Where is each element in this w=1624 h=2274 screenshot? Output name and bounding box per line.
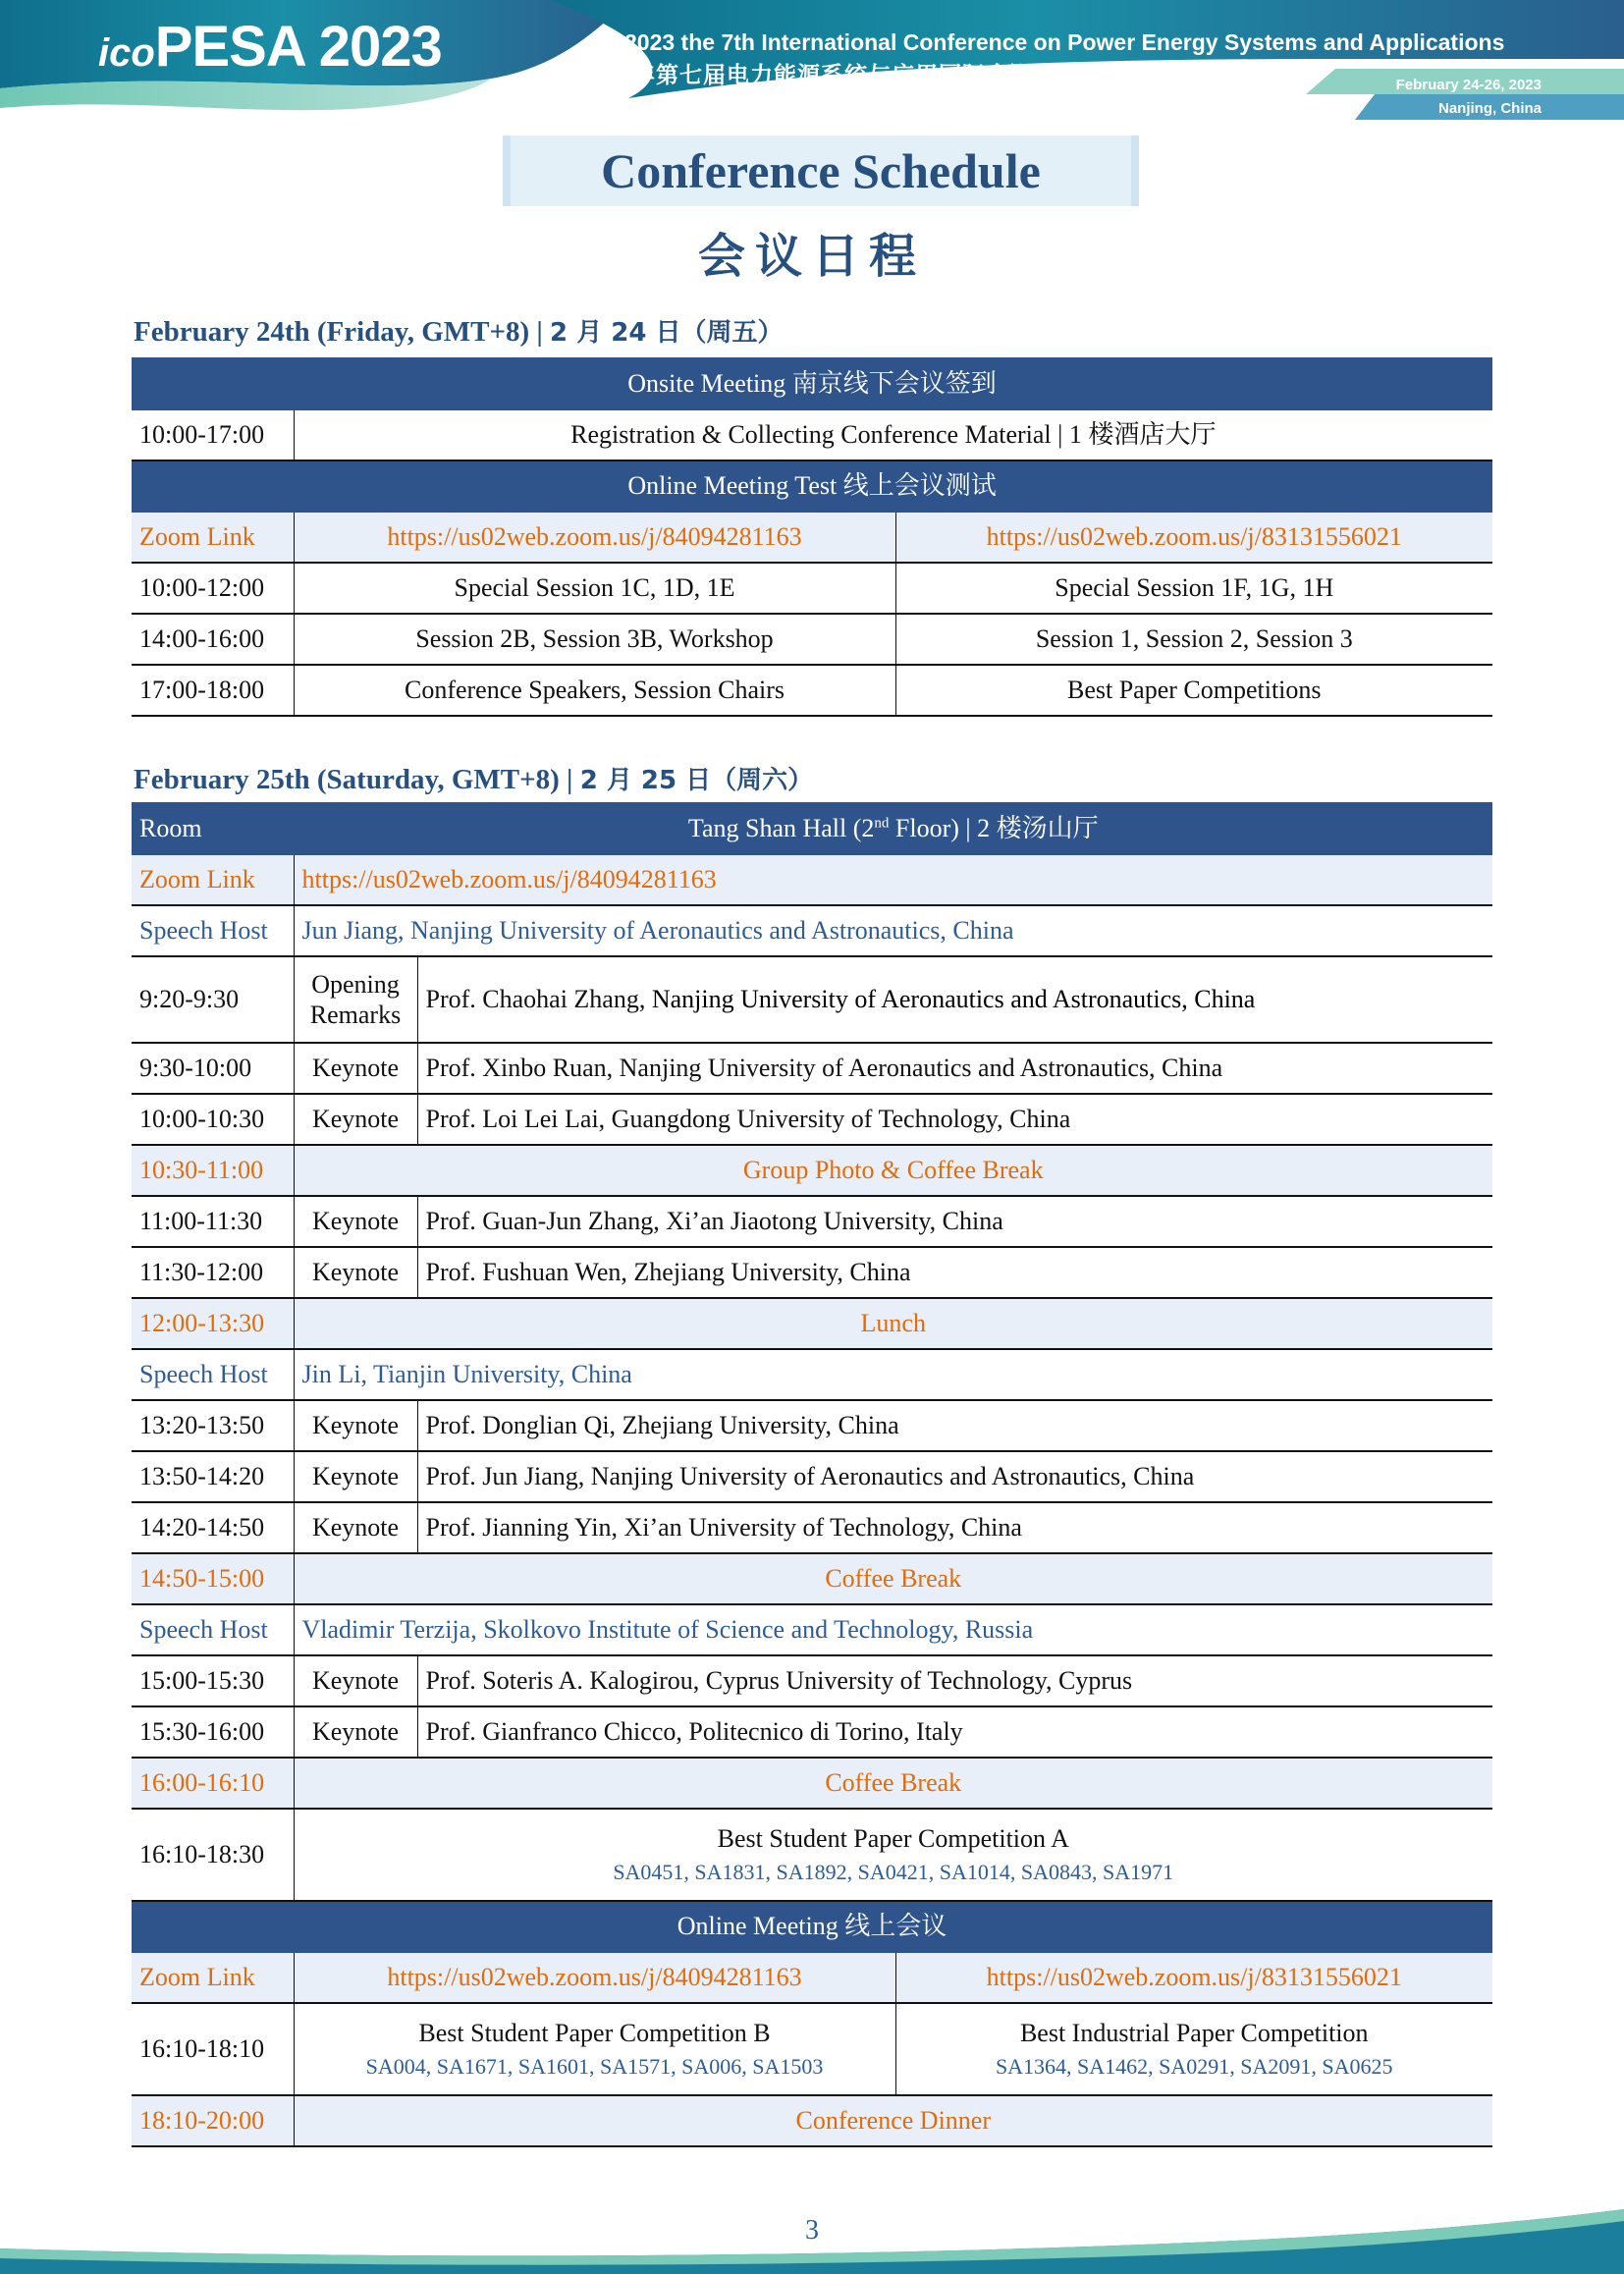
table-row xyxy=(132,1655,1492,1706)
zoom-link-a[interactable]: https://us02web.zoom.us/j/84094281163 xyxy=(294,1952,895,2003)
activity-cell: Registration & Collecting Conference Material | 1 楼酒店大厅 xyxy=(294,409,1492,460)
break-row xyxy=(132,1145,1492,1196)
speech-host-row xyxy=(132,1349,1492,1400)
conference-logo: icoPESA 2023 xyxy=(98,15,442,79)
break-label: Coffee Break xyxy=(294,1758,1492,1809)
break-label: Lunch xyxy=(294,1298,1492,1349)
time-cell: 16:00-16:10 xyxy=(132,1758,294,1809)
time-cell: 17:00-18:00 xyxy=(132,665,294,716)
zoom-link-row xyxy=(132,512,1492,563)
competition-cell xyxy=(294,1809,1492,1901)
zoom-link-b[interactable]: https://us02web.zoom.us/j/83131556021 xyxy=(895,512,1492,563)
time-cell: 15:30-16:00 xyxy=(132,1706,294,1758)
paper-ids: SA1364, SA1462, SA0291, SA2091, SA0625 xyxy=(995,2054,1393,2080)
table-row xyxy=(132,1247,1492,1298)
table-row xyxy=(132,614,1492,665)
time-cell: 13:20-13:50 xyxy=(132,1400,294,1451)
time-cell: 16:10-18:30 xyxy=(132,1809,294,1901)
type-cell: Keynote xyxy=(294,1655,417,1706)
time-cell: 9:30-10:00 xyxy=(132,1043,294,1094)
speaker-cell: Prof. Soteris A. Kalogirou, Cyprus University of Technology, Cyprus xyxy=(417,1655,1492,1706)
day2-schedule-table xyxy=(132,802,1492,2147)
competition-row xyxy=(132,2003,1492,2095)
speech-host-row xyxy=(132,1604,1492,1655)
day1-heading: February 24th (Friday, GMT+8) | 2 月 24 日（周五） xyxy=(134,316,784,348)
speech-host-label: Speech Host xyxy=(132,905,294,956)
session-cell: Special Session 1F, 1G, 1H xyxy=(895,563,1492,614)
online-header-row xyxy=(132,1901,1492,1952)
onsite-meeting-title: Onsite Meeting 南京线下会议签到 xyxy=(132,358,1492,409)
day2-heading: February 25th (Saturday, GMT+8) | 2 月 25 日（周六） xyxy=(134,764,814,795)
page-title: Conference Schedule xyxy=(601,143,1041,198)
time-cell: 15:00-15:30 xyxy=(132,1655,294,1706)
time-cell: 13:50-14:20 xyxy=(132,1451,294,1502)
dinner-label: Conference Dinner xyxy=(294,2095,1492,2146)
competition-title: Best Student Paper Competition B xyxy=(418,2019,771,2048)
speaker-cell: Prof. Loi Lei Lai, Guangdong University of Technology, China xyxy=(417,1094,1492,1145)
time-cell: 10:30-11:00 xyxy=(132,1145,294,1196)
online-meeting-title: Online Meeting 线上会议 xyxy=(132,1901,1492,1952)
break-label: Coffee Break xyxy=(294,1553,1492,1604)
time-cell: 14:20-14:50 xyxy=(132,1502,294,1553)
conference-location: Nanjing, China xyxy=(1438,100,1542,117)
conference-dates: February 24-26, 2023 xyxy=(1395,77,1542,93)
speech-host-label: Speech Host xyxy=(132,1349,294,1400)
table-row xyxy=(132,665,1492,716)
speaker-cell: Prof. Xinbo Ruan, Nanjing University of Aeronautics and Astronautics, China xyxy=(417,1043,1492,1094)
type-cell: Keynote xyxy=(294,1043,417,1094)
speaker-cell: Prof. Chaohai Zhang, Nanjing University of Aeronautics and Astronautics, China xyxy=(417,956,1492,1043)
speaker-cell: Prof. Jun Jiang, Nanjing University of Aeronautics and Astronautics, China xyxy=(417,1451,1492,1502)
zoom-link-a[interactable]: https://us02web.zoom.us/j/84094281163 xyxy=(294,512,895,563)
speaker-cell: Prof. Guan-Jun Zhang, Xi’an Jiaotong University, China xyxy=(417,1196,1492,1247)
time-cell: 16:10-18:10 xyxy=(132,2003,294,2095)
zoom-link-row xyxy=(132,854,1492,905)
break-row xyxy=(132,1758,1492,1809)
zoom-link-label: Zoom Link xyxy=(132,1952,294,2003)
speaker-cell: Prof. Gianfranco Chicco, Politecnico di Torino, Italy xyxy=(417,1706,1492,1758)
time-cell: 14:50-15:00 xyxy=(132,1553,294,1604)
time-cell: 10:00-17:00 xyxy=(132,409,294,460)
session-cell: Best Paper Competitions xyxy=(895,665,1492,716)
conference-banner xyxy=(0,0,1624,128)
speech-host-name: Jin Li, Tianjin University, China xyxy=(294,1349,1492,1400)
session-cell: Special Session 1C, 1D, 1E xyxy=(294,563,895,614)
paper-ids: SA004, SA1671, SA1601, SA1571, SA006, SA1503 xyxy=(365,2054,824,2080)
break-row xyxy=(132,1298,1492,1349)
time-cell: 11:00-11:30 xyxy=(132,1196,294,1247)
room-name: Tang Shan Hall (2nd Floor) | 2 楼汤山厅 xyxy=(294,803,1492,854)
type-cell: Keynote xyxy=(294,1247,417,1298)
competition-title: Best Industrial Paper Competition xyxy=(1019,2019,1369,2048)
conference-title-cn: 2023年第七届电力能源系统与应用国际会议 xyxy=(566,63,1034,88)
speech-host-name: Vladimir Terzija, Skolkovo Institute of Science and Technology, Russia xyxy=(294,1604,1492,1655)
online-test-title: Online Meeting Test 线上会议测试 xyxy=(132,460,1492,512)
type-cell: Keynote xyxy=(294,1502,417,1553)
time-cell: 10:00-12:00 xyxy=(132,563,294,614)
page-number: 3 xyxy=(805,2215,819,2246)
table-row xyxy=(132,1196,1492,1247)
table-row xyxy=(132,409,1492,460)
table-row xyxy=(132,1451,1492,1502)
break-row xyxy=(132,2095,1492,2146)
zoom-link[interactable]: https://us02web.zoom.us/j/84094281163 xyxy=(294,854,1492,905)
type-cell: Keynote xyxy=(294,1400,417,1451)
onsite-header-row xyxy=(132,358,1492,409)
table-row xyxy=(132,1043,1492,1094)
speaker-cell: Prof. Donglian Qi, Zhejiang University, China xyxy=(417,1400,1492,1451)
time-cell: 18:10-20:00 xyxy=(132,2095,294,2146)
time-cell: 11:30-12:00 xyxy=(132,1247,294,1298)
time-cell: 14:00-16:00 xyxy=(132,614,294,665)
zoom-link-row xyxy=(132,1952,1492,2003)
type-cell: Opening Remarks xyxy=(294,956,417,1043)
session-cell: Session 1, Session 2, Session 3 xyxy=(895,614,1492,665)
speech-host-row xyxy=(132,905,1492,956)
type-cell: Keynote xyxy=(294,1706,417,1758)
competition-cell xyxy=(895,2003,1492,2095)
speech-host-name: Jun Jiang, Nanjing University of Aeronautics and Astronautics, China xyxy=(294,905,1492,956)
table-row xyxy=(132,956,1492,1043)
room-label: Room xyxy=(132,803,294,854)
day1-schedule-table xyxy=(132,357,1492,717)
session-cell: Conference Speakers, Session Chairs xyxy=(294,665,895,716)
zoom-link-label: Zoom Link xyxy=(132,512,294,563)
zoom-link-label: Zoom Link xyxy=(132,854,294,905)
time-cell: 12:00-13:30 xyxy=(132,1298,294,1349)
competition-row xyxy=(132,1809,1492,1901)
type-cell: Keynote xyxy=(294,1196,417,1247)
online-test-header-row xyxy=(132,460,1492,512)
table-row xyxy=(132,1502,1492,1553)
table-row xyxy=(132,563,1492,614)
break-row xyxy=(132,1553,1492,1604)
speaker-cell: Prof. Jianning Yin, Xi’an University of Technology, China xyxy=(417,1502,1492,1553)
speaker-cell: Prof. Fushuan Wen, Zhejiang University, China xyxy=(417,1247,1492,1298)
table-row xyxy=(132,1094,1492,1145)
break-label: Group Photo & Coffee Break xyxy=(294,1145,1492,1196)
time-cell: 10:00-10:30 xyxy=(132,1094,294,1145)
session-cell: Session 2B, Session 3B, Workshop xyxy=(294,614,895,665)
table-row xyxy=(132,1400,1492,1451)
conference-title-en: 2023 the 7th International Conference on Power Energy Systems and Applications xyxy=(624,29,1505,55)
zoom-link-b[interactable]: https://us02web.zoom.us/j/83131556021 xyxy=(895,1952,1492,2003)
time-cell: 9:20-9:30 xyxy=(132,956,294,1043)
type-cell: Keynote xyxy=(294,1451,417,1502)
competition-title: Best Student Paper Competition A xyxy=(717,1824,1069,1854)
paper-ids: SA0451, SA1831, SA1892, SA0421, SA1014, SA0843, SA1971 xyxy=(613,1860,1174,1885)
room-header-row xyxy=(132,803,1492,854)
table-row xyxy=(132,1706,1492,1758)
speech-host-label: Speech Host xyxy=(132,1604,294,1655)
competition-cell xyxy=(294,2003,895,2095)
page-title-cn: 会议日程 xyxy=(697,229,926,284)
page-title-box xyxy=(503,135,1139,206)
type-cell: Keynote xyxy=(294,1094,417,1145)
